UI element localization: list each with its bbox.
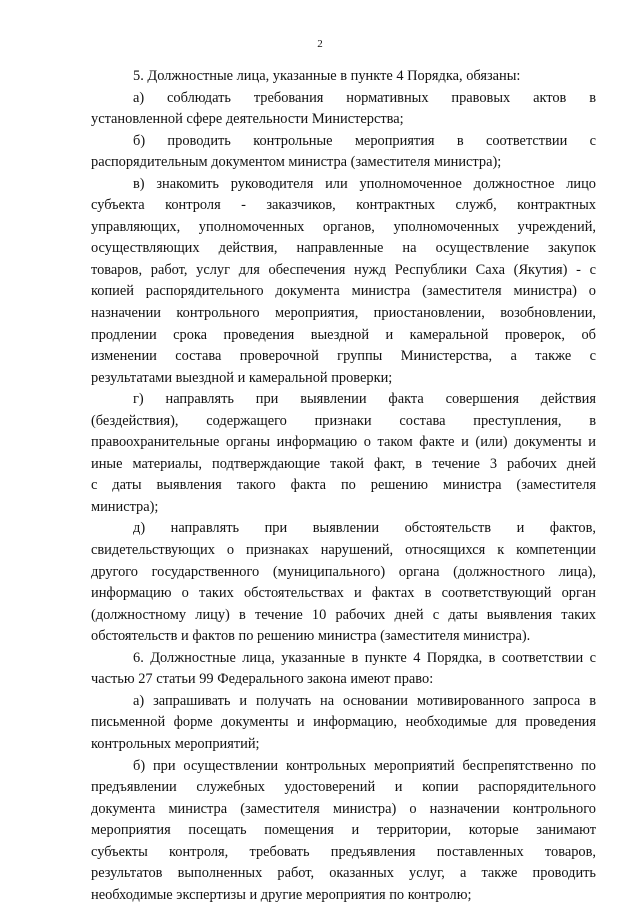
text-line: б) проводить контрольные мероприятия в соответствии с xyxy=(133,132,596,149)
text-line: в) знакомить руководителя или уполномоченное должностное лицо xyxy=(133,175,596,192)
document-body xyxy=(91,66,596,906)
text-line: 5. Должностные лица, указанные в пункте 4 Порядка, обязаны: xyxy=(133,68,521,84)
text-line: копией распорядительного документа министра (заместителя министра) о xyxy=(91,283,596,300)
text-line: результатами выездной и камеральной проверки; xyxy=(91,369,393,386)
text-line: (бездействия), содержащего признаки состава преступления, в xyxy=(91,412,596,429)
text-line: необходимые экспертизы и другие мероприятия по контролю; xyxy=(91,886,472,903)
text-line: изменении состава проверочной группы Министерства, а также с xyxy=(91,348,596,365)
text-line: 6. Должностные лица, указанные в пункте 4 Порядка, в соответствии с xyxy=(133,649,596,666)
text-line: обстоятельств и фактов по решению министра (заместителя министра). xyxy=(91,628,531,645)
text-line: частью 27 статьи 99 Федерального закона имеют право: xyxy=(91,671,434,688)
text-line: субъекты контроля, требовать предъявления поставленных товаров, xyxy=(91,843,596,860)
text-line: документа министра (заместителя министра) о назначении контрольного xyxy=(91,800,596,817)
text-line: осуществляющих действия, направленные на осуществление закупок xyxy=(91,240,596,257)
text-line: министра); xyxy=(91,498,159,515)
text-line: другого государственного (муниципального) органа (должностного лица), xyxy=(91,563,596,580)
text-line: информацию о таких обстоятельствах и фактах в соответствующий орган xyxy=(91,585,596,602)
text-line: б) при осуществлении контрольных мероприятий беспрепятственно по xyxy=(133,757,596,774)
text-line: иные материалы, подтверждающие такой факт, в течение 3 рабочих дней xyxy=(91,455,596,472)
text-line: а) запрашивать и получать на основании мотивированного запроса в xyxy=(133,692,596,709)
text-line: правоохранительные органы информацию о таком факте и (или) документы и xyxy=(91,434,596,451)
text-line: свидетельствующих о признаках нарушений, относящихся к компетенции xyxy=(91,542,596,559)
text-line: субъекта контроля - заказчиков, контрактных служб, контрактных xyxy=(91,197,596,214)
text-line: результатов выполненных работ, оказанных услуг, а также проводить xyxy=(91,865,596,882)
text-line: товаров, работ, услуг для обеспечения нужд Республики Саха (Якутия) - с xyxy=(91,261,596,278)
text-line: управляющих, уполномоченных органов, уполномоченных учреждений, xyxy=(91,218,596,235)
text-line: с даты выявления такого факта по решению министра (заместителя xyxy=(91,477,596,494)
text-line: продлении срока проведения выездной и камеральной проверок, об xyxy=(91,326,596,343)
text-line: а) соблюдать требования нормативных правовых актов в xyxy=(133,89,596,106)
text-line: мероприятия посещать помещения и территории, которые занимают xyxy=(91,822,596,839)
text-line: распорядительным документом министра (заместителя министра); xyxy=(91,154,502,171)
text-line: назначении контрольного мероприятия, приостановлении, возобновлении, xyxy=(91,305,596,322)
page-number: 2 xyxy=(317,38,323,50)
text-line: установленной сфере деятельности Министерства; xyxy=(91,111,404,128)
text-line: контрольных мероприятий; xyxy=(91,735,260,752)
text-line: письменной форме документы и информацию, необходимые для проведения xyxy=(91,714,596,731)
text-line: (должностному лицу) в течение 10 рабочих дней с даты выявления таких xyxy=(91,606,596,623)
text-line: предъявлении служебных удостоверений и копии распорядительного xyxy=(91,779,596,796)
text-line: д) направлять при выявлении обстоятельств и фактов, xyxy=(133,520,596,537)
text-line: г) направлять при выявлении факта совершения действия xyxy=(133,391,596,408)
